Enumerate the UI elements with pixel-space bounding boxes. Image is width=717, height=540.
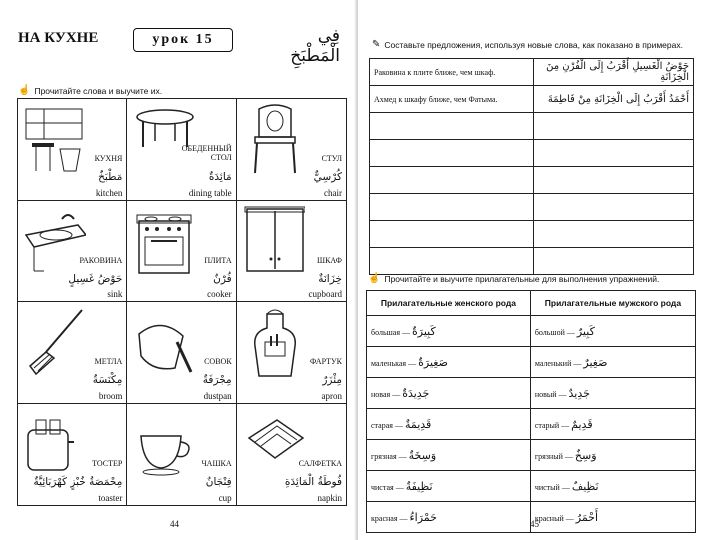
masculine-cell: [530, 471, 695, 502]
vocab-russian: ШКАФ: [317, 255, 342, 265]
adjective-row: [367, 409, 696, 440]
dash: —: [392, 390, 401, 399]
masculine-cell: [530, 378, 695, 409]
vocab-english: apron: [321, 390, 342, 401]
broom-icon: [22, 306, 86, 378]
dash: —: [408, 359, 417, 368]
vocab-russian: ТОСТЕР: [92, 458, 123, 468]
masculine-cell: [530, 316, 695, 347]
example-row: [370, 59, 694, 86]
example-arabic: أَحْمَدُ أَقْرَبُ إِلَى الْخِزَانَةِ مِنْ فَاطِمَةَ: [534, 86, 694, 113]
vocab-arabic: مِئْزَرٌ: [322, 374, 342, 386]
vocab-english: toaster: [98, 493, 123, 503]
vocab-russian: ПЛИТА: [204, 255, 232, 265]
blank-answer-row[interactable]: [370, 167, 694, 194]
example-russian: Раковина к плите ближе, чем шкаф.: [370, 59, 534, 86]
adjective-row: [367, 378, 696, 409]
vocab-russian: СТУЛ: [321, 154, 342, 163]
feminine-arabic: صَغِيرَةٌ: [418, 356, 448, 369]
masculine-arabic: قَدِيمٌ: [571, 418, 593, 431]
vocab-russian: МЕТЛА: [94, 357, 123, 366]
vocab-arabic: فُرْنٌ: [213, 272, 232, 285]
vocab-cell: [127, 302, 236, 404]
kitchen-icon: [22, 103, 86, 175]
vocab-english: sink: [107, 289, 123, 299]
adjective-row: [367, 440, 696, 471]
vocab-instruction: [18, 86, 162, 96]
vocab-arabic: مِجْرَفَةٌ: [202, 374, 232, 386]
vocab-cell: [18, 201, 127, 303]
vocab-cell: [127, 201, 236, 303]
vocab-english: cup: [218, 493, 232, 503]
dash: —: [398, 452, 407, 461]
masculine-russian: большой: [534, 328, 565, 337]
vocab-arabic: خِزَانَةٌ: [318, 272, 342, 285]
blank-arabic-cell[interactable]: [534, 113, 694, 140]
sink-icon: [22, 205, 86, 277]
dining-table-icon: [131, 103, 195, 175]
blank-russian-cell[interactable]: [370, 248, 534, 275]
vocab-arabic: مِحْمَصَةُ خُبْزٍ كَهْرَبَائِيَّةٌ: [33, 475, 123, 488]
feminine-russian: чистая: [371, 483, 394, 492]
blank-answer-row[interactable]: [370, 221, 694, 248]
vocab-russian: ФАРТУК: [309, 357, 342, 366]
feminine-russian: грязная: [371, 452, 397, 461]
page-number-left: 44: [170, 519, 179, 529]
vocab-english: broom: [98, 390, 123, 401]
blank-answer-row[interactable]: [370, 248, 694, 275]
masculine-russian: чистый: [534, 483, 560, 492]
adjective-row: [367, 347, 696, 378]
dash: —: [399, 514, 408, 523]
pointing-hand-icon: ☝: [368, 273, 381, 284]
vocab-cell: [127, 99, 236, 201]
vocab-arabic: مَطْبَخٌ: [98, 171, 123, 183]
masculine-arabic: نَظِيفٌ: [571, 480, 599, 493]
lesson-title: НА КУХНЕ: [18, 30, 99, 46]
vocab-russian: КУХНЯ: [94, 154, 123, 163]
vocab-russian: ОБЕДЕННЫЙ СТОЛ: [181, 144, 232, 162]
cup-icon: [131, 408, 195, 480]
lesson-number-box: урок 15: [133, 28, 233, 52]
blank-russian-cell[interactable]: [370, 194, 534, 221]
vocab-russian: СОВОК: [204, 357, 232, 366]
vocab-russian: ЧАШКА: [201, 458, 232, 468]
vocab-english: dining table: [188, 187, 232, 198]
example-row: [370, 86, 694, 113]
vocab-arabic: مَائِدَةٌ: [208, 171, 232, 183]
sentence-instruction-text: Составьте предложения, используя новые слова, как показано в примерах.: [384, 40, 683, 50]
dash: —: [573, 359, 582, 368]
page-number-right: 45: [530, 519, 539, 529]
vocab-cell: [127, 404, 236, 506]
masculine-cell: [530, 502, 695, 533]
blank-russian-cell[interactable]: [370, 113, 534, 140]
blank-arabic-cell[interactable]: [534, 248, 694, 275]
chair-icon: [241, 103, 305, 175]
masculine-arabic: أَحْمَرُ: [575, 511, 599, 524]
dustpan-icon: [131, 306, 195, 378]
dash: —: [394, 421, 403, 430]
dash: —: [561, 483, 570, 492]
adjective-table: [366, 290, 696, 533]
blank-russian-cell[interactable]: [370, 221, 534, 248]
vocab-english: dustpan: [203, 390, 232, 401]
header-feminine: Прилагательные женского рода: [367, 291, 531, 316]
vocab-cell: [237, 404, 346, 506]
feminine-arabic: نَظِيفَةٌ: [405, 480, 433, 493]
adjective-row: [367, 471, 696, 502]
feminine-russian: новая: [371, 390, 391, 399]
left-page: [0, 0, 356, 540]
vocab-english: cupboard: [308, 289, 342, 299]
feminine-arabic: حَمْرَاءُ: [409, 511, 437, 524]
lesson-title-arabic: فِي الْمَطْبَخِ: [290, 26, 340, 66]
adjective-instruction-text: Прочитайте и выучите прилагательные для выполнения упражнений.: [384, 274, 660, 284]
feminine-cell: [367, 440, 531, 471]
blank-russian-cell[interactable]: [370, 167, 534, 194]
vocab-cell: [18, 302, 127, 404]
feminine-cell: [367, 378, 531, 409]
blank-answer-row[interactable]: [370, 113, 694, 140]
vocab-cell: [237, 201, 346, 303]
masculine-arabic: كَبِيرٌ: [576, 325, 595, 338]
vocab-arabic: فُوطَةُ الْمَائِدَةِ: [284, 475, 342, 488]
vocab-english: kitchen: [95, 187, 123, 198]
blank-answer-row[interactable]: [370, 194, 694, 221]
feminine-arabic: كَبِيرَةٌ: [412, 325, 436, 338]
masculine-russian: маленький: [534, 359, 572, 368]
masculine-cell: [530, 440, 695, 471]
dash: —: [565, 514, 574, 523]
blank-arabic-cell[interactable]: [534, 194, 694, 221]
napkin-icon: [241, 408, 305, 480]
feminine-cell: [367, 502, 531, 533]
vocab-cell: [237, 99, 346, 201]
vocab-arabic: مِكْنَسَةٌ: [92, 374, 123, 386]
feminine-russian: красная: [371, 514, 398, 523]
dash: —: [561, 421, 570, 430]
vocab-grid: [17, 98, 347, 506]
sentence-table: [369, 58, 694, 275]
example-arabic: حَوْضُ الْغَسِيلِ أَقْرَبُ إِلَى الْفُرْنِ مِنَ الْخِزَانَةِ: [534, 59, 694, 86]
masculine-russian: грязный: [534, 452, 563, 461]
vocab-cell: [18, 99, 127, 201]
dash: —: [558, 390, 567, 399]
blank-arabic-cell[interactable]: [534, 140, 694, 167]
vocab-cell: [18, 404, 127, 506]
cooker-icon: [131, 205, 195, 277]
pencil-icon: ✎: [372, 39, 381, 50]
vocab-arabic: كُرْسِيٌّ: [313, 171, 342, 183]
feminine-russian: старая: [371, 421, 393, 430]
dash: —: [402, 328, 410, 337]
feminine-russian: маленькая: [371, 359, 407, 368]
masculine-cell: [530, 409, 695, 440]
masculine-russian: красный: [534, 514, 564, 523]
vocab-english: cooker: [207, 289, 232, 299]
dash: —: [564, 452, 573, 461]
example-russian: Ахмед к шкафу ближе, чем Фатыма.: [370, 86, 534, 113]
pointing-hand-icon: ☝: [18, 85, 31, 96]
feminine-cell: [367, 409, 531, 440]
vocab-cell: [237, 302, 346, 404]
adjective-row: [367, 316, 696, 347]
cupboard-icon: [241, 205, 305, 277]
masculine-russian: новый: [534, 390, 557, 399]
feminine-arabic: وَسِخَةٌ: [408, 449, 437, 462]
feminine-arabic: قَدِيمَةٌ: [404, 418, 432, 431]
feminine-cell: [367, 316, 531, 347]
vocab-instruction-text: Прочитайте слова и выучите их.: [34, 86, 163, 96]
blank-russian-cell[interactable]: [370, 140, 534, 167]
toaster-icon: [22, 408, 86, 480]
vocab-russian: РАКОВИНА: [79, 255, 123, 265]
feminine-arabic: جَدِيدَةٌ: [402, 387, 430, 400]
blank-answer-row[interactable]: [370, 140, 694, 167]
masculine-russian: старый: [534, 421, 560, 430]
masculine-cell: [530, 347, 695, 378]
feminine-russian: большая: [371, 328, 400, 337]
vocab-english: chair: [324, 187, 342, 198]
adjective-instruction: [368, 274, 659, 284]
vocab-arabic: حَوْضُ غَسِيلٍ: [68, 272, 123, 285]
vocab-russian: САЛФЕТКА: [298, 458, 342, 468]
apron-icon: [241, 306, 305, 378]
blank-arabic-cell[interactable]: [534, 167, 694, 194]
vocab-arabic: فِنْجَانٌ: [205, 475, 232, 488]
feminine-cell: [367, 347, 531, 378]
masculine-arabic: جَدِيدٌ: [568, 387, 590, 400]
header-masculine: Прилагательные мужского рода: [530, 291, 695, 316]
vocab-english: napkin: [317, 493, 342, 503]
dash: —: [566, 328, 575, 337]
sentence-instruction: [372, 40, 683, 50]
feminine-cell: [367, 471, 531, 502]
masculine-arabic: صَغِيرٌ: [583, 356, 608, 369]
dash: —: [395, 483, 404, 492]
blank-arabic-cell[interactable]: [534, 221, 694, 248]
masculine-arabic: وَسِخٌ: [574, 449, 597, 462]
